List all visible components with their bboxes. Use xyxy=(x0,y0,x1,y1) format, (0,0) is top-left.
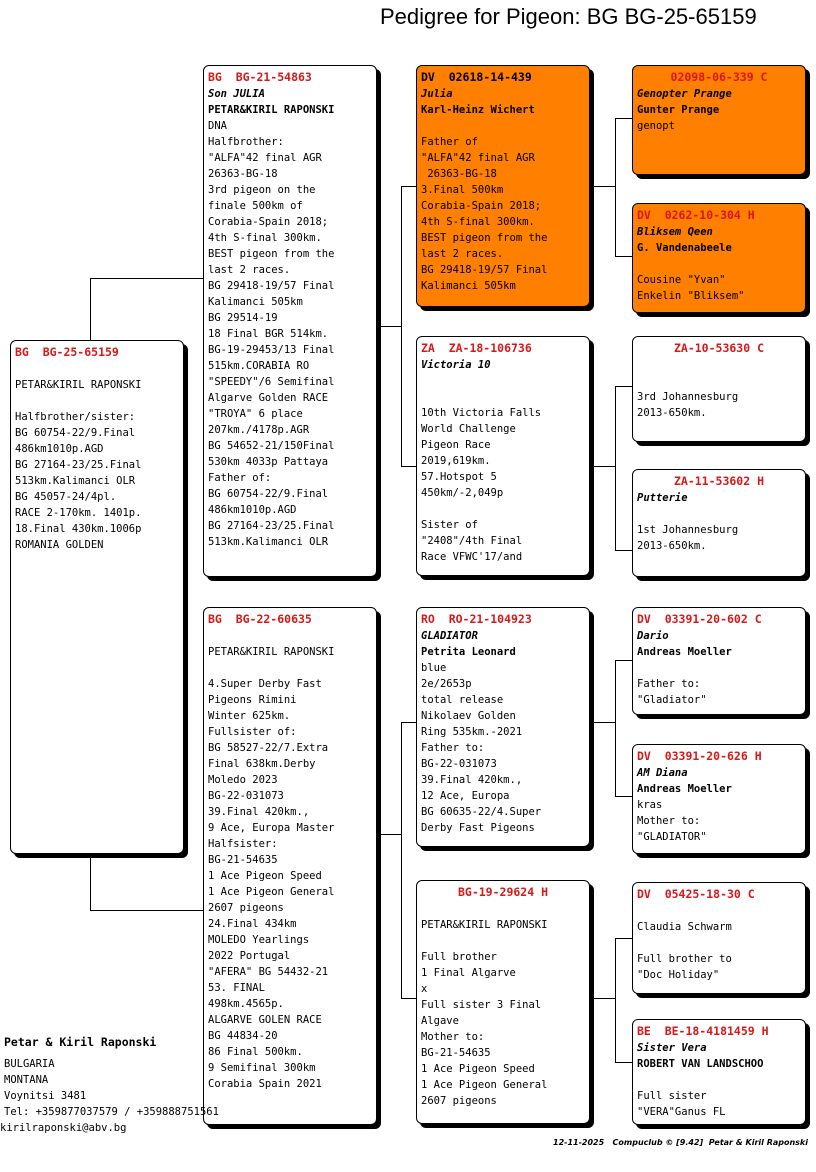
detail-line: Father to: xyxy=(637,678,701,690)
detail-line: 2607 pigeons xyxy=(208,902,284,914)
detail-line: "ALFA"42 final AGR xyxy=(421,152,535,164)
pigeon-name: Julia xyxy=(421,88,453,100)
detail-line: "VERA"Ganus FL xyxy=(637,1106,726,1118)
detail-line: 18.Final 430km.1006p xyxy=(15,523,142,535)
detail-line: 1st Johannesburg xyxy=(637,524,739,536)
detail-line: Corabia Spain 2021 xyxy=(208,1078,322,1090)
detail-line: BG 44834-20 xyxy=(208,1030,278,1042)
connector xyxy=(615,660,633,661)
breeder-info xyxy=(0,1034,219,1136)
detail-line: MOLEDO Yearlings xyxy=(208,934,310,946)
pigeon-owner: PETAR&KIRIL RAPONSKI xyxy=(208,104,335,116)
detail-line: "SPEEDY"/6 Semifinal xyxy=(208,376,335,388)
detail-line xyxy=(637,256,801,272)
detail-line: BG 27164-23/25.Final xyxy=(15,459,142,471)
connector xyxy=(615,550,633,551)
pigeon-name: Sister Vera xyxy=(637,1042,707,1054)
detail-line: 3rd Johannesburg xyxy=(637,391,739,403)
detail-line: Algave xyxy=(421,1015,459,1027)
detail-line: 57.Hotspot 5 xyxy=(421,471,497,483)
detail-line: Enkelin "Bliksem" xyxy=(637,290,745,302)
connector xyxy=(380,326,402,327)
detail-line: RACE 2-170km. 1401p. xyxy=(15,507,142,519)
detail-line: 2013-650km. xyxy=(637,407,707,419)
detail-line xyxy=(637,1072,801,1088)
connector xyxy=(615,1062,633,1063)
pigeon-id: DV 0262-10-304 H xyxy=(637,208,755,222)
detail-line: BG-21-54635 xyxy=(208,854,278,866)
dam-card[interactable] xyxy=(203,607,377,1125)
connector xyxy=(401,466,417,467)
pigeon-id: DV 02618-14-439 xyxy=(421,70,532,84)
pigeon-id: ZA-10-53630 C xyxy=(673,341,764,355)
detail-line: "AFERA" BG 54432-21 xyxy=(208,966,329,978)
connector xyxy=(592,998,616,999)
pigeon-details xyxy=(637,797,801,845)
connector xyxy=(615,256,633,257)
detail-line: BG 29418-19/57 Final xyxy=(421,264,548,276)
detail-line: BEST pigeon from the xyxy=(421,232,548,244)
detail-line: BEST pigeon from the xyxy=(208,248,335,260)
detail-line: Halfbrother/sister: xyxy=(15,411,136,423)
detail-line: finale 500km of xyxy=(208,200,303,212)
detail-line: BG 60635-22/4.Super xyxy=(421,806,542,818)
pigeon-name: Victoria 10 xyxy=(421,359,491,371)
detail-line xyxy=(208,660,372,676)
breeder-email[interactable]: kirilraponski@abv.bg xyxy=(0,1122,127,1134)
detail-line: Father of: xyxy=(208,472,272,484)
detail-line xyxy=(421,373,585,389)
detail-line: 513km.Kalimanci OLR xyxy=(208,536,329,548)
detail-line: DNA xyxy=(208,120,227,132)
pigeon-details xyxy=(637,660,801,708)
pigeon-id: DV 05425-18-30 C xyxy=(637,887,755,901)
detail-line: total release xyxy=(421,694,504,706)
connector xyxy=(592,722,616,723)
detail-line: Corabia-Spain 2018; xyxy=(208,216,329,228)
detail-line: blue xyxy=(421,662,447,674)
detail-line: x xyxy=(421,983,428,995)
detail-line: Claudia Schwarm xyxy=(637,921,732,933)
detail-line: BG 29514-19 xyxy=(208,312,278,324)
connector xyxy=(380,834,402,835)
detail-line: 2019,619km. xyxy=(421,455,491,467)
pigeon-id: BG BG-25-65159 xyxy=(15,345,119,359)
detail-line: 207km./4178p.AGR xyxy=(208,424,310,436)
pigeon-details xyxy=(421,901,585,1109)
detail-line: "Doc Holiday" xyxy=(637,969,720,981)
pigeon-id: BG BG-22-60635 xyxy=(208,612,312,626)
pigeon-details xyxy=(637,357,801,421)
connector xyxy=(615,386,633,387)
detail-line: 24.Final 434km xyxy=(208,918,297,930)
connector xyxy=(615,386,616,550)
pigeon-owner: G. Vandenabeele xyxy=(637,242,732,254)
detail-line xyxy=(421,389,585,405)
pigeon-name: Bliksem Qeen xyxy=(637,226,713,238)
detail-line: "ALFA"42 final AGR xyxy=(208,152,322,164)
detail-line: BG-21-54635 xyxy=(421,1047,491,1059)
detail-line: PETAR&KIRIL RAPONSKI xyxy=(15,379,142,391)
detail-line: Full brother to xyxy=(637,953,732,965)
detail-line: BG 27164-23/25.Final xyxy=(208,520,335,532)
detail-line: 9 Ace, Europa Master xyxy=(208,822,335,834)
detail-line: 9 Semifinal 300km xyxy=(208,1062,316,1074)
pigeon-name: Dario xyxy=(637,630,669,642)
connector xyxy=(615,938,616,1062)
pigeon-name: GLADIATOR xyxy=(421,630,478,642)
pigeon-owner: Karl-Heinz Wichert xyxy=(421,104,535,116)
detail-line: Father to: xyxy=(421,742,485,754)
sire-dam-card[interactable] xyxy=(416,336,590,576)
connector xyxy=(90,278,91,340)
pigeon-details xyxy=(637,256,801,304)
detail-line: 515km.CORABIA RO xyxy=(208,360,310,372)
detail-line xyxy=(637,935,801,951)
pigeon-details xyxy=(208,628,372,1092)
detail-line: last 2 races. xyxy=(208,264,291,276)
detail-line: "Gladiator" xyxy=(637,694,707,706)
detail-line: 12 Ace, Europa xyxy=(421,790,510,802)
connector xyxy=(615,118,616,256)
detail-line: PETAR&KIRIL RAPONSKI xyxy=(421,919,548,931)
detail-line: 10th Victoria Falls xyxy=(421,407,542,419)
detail-line xyxy=(637,660,801,676)
pigeon-details xyxy=(637,506,801,554)
sire-dam-dam-card[interactable] xyxy=(632,469,806,577)
detail-line: BG 29418-19/57 Final xyxy=(208,280,335,292)
pigeon-name: AM Diana xyxy=(637,767,688,779)
detail-line: genopt xyxy=(637,120,675,132)
pigeon-details xyxy=(421,373,585,565)
detail-line xyxy=(208,628,372,644)
detail-line: ROMANIA GOLDEN xyxy=(15,539,104,551)
detail-line xyxy=(421,933,585,949)
detail-line: BG 54652-21/150Final xyxy=(208,440,335,452)
detail-line: 486km1010p.AGD xyxy=(208,504,297,516)
pigeon-details xyxy=(421,660,585,836)
pigeon-owner: Andreas Moeller xyxy=(637,783,732,795)
detail-line xyxy=(15,393,179,409)
detail-line: Pigeons Rimini xyxy=(208,694,297,706)
detail-line: 1 Ace Pigeon General xyxy=(208,886,335,898)
breeder-address: Voynitsi 3481 xyxy=(4,1090,87,1102)
sire-card[interactable] xyxy=(203,65,377,577)
detail-line: 18 Final BGR 514km. xyxy=(208,328,329,340)
detail-line: 513km.Kalimanci OLR xyxy=(15,475,136,487)
detail-line: Fullsister of: xyxy=(208,726,297,738)
detail-line: BG 60754-22/9.Final xyxy=(15,427,136,439)
detail-line: Corabia-Spain 2018; xyxy=(421,200,542,212)
breeder-name: Petar & Kiril Raponski xyxy=(4,1035,157,1049)
pigeon-details xyxy=(421,118,585,294)
detail-line: 39.Final 420km., xyxy=(421,774,523,786)
connector xyxy=(615,796,633,797)
pigeon-id: BG-19-29624 H xyxy=(457,885,548,899)
detail-line: Race VFWC'17/and xyxy=(421,551,523,563)
detail-line: Father of xyxy=(421,136,478,148)
detail-line: 450km/-2,049p xyxy=(421,487,504,499)
pigeon-id: BE BE-18-4181459 H xyxy=(637,1024,769,1038)
detail-line: 4th S-final 300km. xyxy=(208,232,322,244)
pigeon-details xyxy=(15,361,179,553)
detail-line: 26363-BG-18 xyxy=(208,168,278,180)
detail-line: Full sister xyxy=(637,1090,707,1102)
detail-line: Kalimanci 505km xyxy=(421,280,516,292)
dam-dam-card[interactable] xyxy=(416,880,590,1124)
detail-line: ALGARVE GOLEN RACE xyxy=(208,1014,322,1026)
pigeon-id: ZA ZA-18-106736 xyxy=(421,341,532,355)
footer-credit: 12-11-2025 Compuclub © [9.42] Petar & Kiril Raponski xyxy=(553,1138,808,1147)
connector xyxy=(401,998,417,999)
pigeon-owner: ROBERT VAN LANDSCHOO xyxy=(637,1058,764,1070)
connector xyxy=(592,466,616,467)
detail-line: 498km.4565p. xyxy=(208,998,284,1010)
pigeon-owner: Gunter Prange xyxy=(637,104,720,116)
pigeon-owner: Petrita Leonard xyxy=(421,646,516,658)
detail-line: BG 45057-24/4pl. xyxy=(15,491,117,503)
detail-line: PETAR&KIRIL RAPONSKI xyxy=(208,646,335,658)
detail-line: Cousine "Yvan" xyxy=(637,274,726,286)
detail-line: "2408"/4th Final xyxy=(421,535,523,547)
detail-line: kras xyxy=(637,799,663,811)
detail-line xyxy=(637,903,801,919)
detail-line: "TROYA" 6 place xyxy=(208,408,303,420)
detail-line: 2022 Portugal xyxy=(208,950,291,962)
dam-dam-dam-card[interactable] xyxy=(632,1019,806,1125)
detail-line: 2e/2653p xyxy=(421,678,472,690)
detail-line: BG-22-031073 xyxy=(208,790,284,802)
pigeon-details xyxy=(637,118,801,134)
dam-sire-dam-card[interactable] xyxy=(632,744,806,854)
detail-line: Kalimanci 505km xyxy=(208,296,303,308)
detail-line: 2013-650km. xyxy=(637,540,707,552)
dam-dam-sire-card[interactable] xyxy=(632,882,806,994)
detail-line xyxy=(421,501,585,517)
detail-line: "GLADIATOR" xyxy=(637,831,707,843)
pigeon-details xyxy=(637,1072,801,1120)
detail-line: Full sister 3 Final xyxy=(421,999,542,1011)
pigeon-name: Genopter Prange xyxy=(637,88,732,100)
detail-line: BG 60754-22/9.Final xyxy=(208,488,329,500)
detail-line: 1 Ace Pigeon Speed xyxy=(208,870,322,882)
detail-line: Mother to: xyxy=(637,815,701,827)
connector xyxy=(90,910,204,911)
breeder-country: BULGARIA xyxy=(4,1058,55,1070)
connector xyxy=(401,722,417,723)
detail-line: BG-19-29453/13 Final xyxy=(208,344,335,356)
detail-line: 86 Final 500km. xyxy=(208,1046,303,1058)
detail-line: 1 Ace Pigeon Speed xyxy=(421,1063,535,1075)
detail-line: Ring 535km.-2021 xyxy=(421,726,523,738)
connector xyxy=(90,854,91,910)
detail-line xyxy=(637,357,801,373)
detail-line: 3rd pigeon on the xyxy=(208,184,316,196)
pigeon-id: ZA-11-53602 H xyxy=(673,474,764,488)
detail-line xyxy=(637,506,801,522)
detail-line: Full brother xyxy=(421,951,497,963)
detail-line: 2607 pigeons xyxy=(421,1095,497,1107)
pigeon-id: BG BG-21-54863 xyxy=(208,70,312,84)
connector xyxy=(592,186,616,187)
sire-sire-dam-card[interactable] xyxy=(632,203,806,313)
detail-line: Pigeon Race xyxy=(421,439,491,451)
connector xyxy=(615,660,616,796)
detail-line: Winter 625km. xyxy=(208,710,291,722)
dam-sire-card[interactable] xyxy=(416,607,590,847)
pigeon-details xyxy=(208,118,372,550)
dam-sire-sire-card[interactable] xyxy=(632,607,806,715)
detail-line: 3.Final 500km xyxy=(421,184,504,196)
detail-line: last 2 races. xyxy=(421,248,504,260)
detail-line: 530km 4033p Pattaya xyxy=(208,456,329,468)
subject-card[interactable] xyxy=(10,340,184,854)
detail-line: Halfbrother: xyxy=(208,136,284,148)
detail-line: Algarve Golden RACE xyxy=(208,392,329,404)
breeder-region: MONTANA xyxy=(4,1074,49,1086)
pigeon-id: DV 03391-20-626 H xyxy=(637,749,762,763)
detail-line: 39.Final 420km., xyxy=(208,806,310,818)
detail-line xyxy=(421,901,585,917)
page-title: Pedigree for Pigeon: BG BG-25-65159 xyxy=(380,4,757,29)
pigeon-name: Putterie xyxy=(637,492,688,504)
connector xyxy=(401,186,402,466)
breeder-phone: Tel: +359877037579 / +359888751561 xyxy=(4,1106,219,1118)
pigeon-owner: Andreas Moeller xyxy=(637,646,732,658)
detail-line: Halfsister: xyxy=(208,838,278,850)
detail-line: 1 Final Algarve xyxy=(421,967,516,979)
detail-line: BG-22-031073 xyxy=(421,758,497,770)
detail-line: 486km1010p.AGD xyxy=(15,443,104,455)
detail-line: 4th S-final 300km. xyxy=(421,216,535,228)
detail-line: Moledo 2023 xyxy=(208,774,278,786)
pigeon-details xyxy=(637,903,801,983)
detail-line: World Challenge xyxy=(421,423,516,435)
pigeon-name: Son JULIA xyxy=(208,88,265,100)
detail-line: Final 638km.Derby xyxy=(208,758,316,770)
connector xyxy=(401,186,417,187)
connector xyxy=(401,722,402,998)
connector xyxy=(615,118,633,119)
detail-line: 4.Super Derby Fast xyxy=(208,678,322,690)
detail-line: 26363-BG-18 xyxy=(421,168,497,180)
pigeon-id: RO RO-21-104923 xyxy=(421,612,532,626)
detail-line xyxy=(15,361,179,377)
pigeon-id: 02098-06-339 C xyxy=(670,70,768,84)
detail-line: BG 58527-22/7.Extra xyxy=(208,742,329,754)
detail-line: Nikolaev Golden xyxy=(421,710,516,722)
sire-dam-sire-card[interactable] xyxy=(632,336,806,442)
connector xyxy=(615,938,633,939)
sire-sire-card[interactable] xyxy=(416,65,590,307)
detail-line: Derby Fast Pigeons xyxy=(421,822,535,834)
detail-line: 53. FINAL xyxy=(208,982,265,994)
detail-line: Mother to: xyxy=(421,1031,485,1043)
connector xyxy=(90,278,204,279)
sire-sire-sire-card[interactable] xyxy=(632,65,806,175)
detail-line xyxy=(421,118,585,134)
detail-line: 1 Ace Pigeon General xyxy=(421,1079,548,1091)
detail-line xyxy=(637,373,801,389)
detail-line: Sister of xyxy=(421,519,478,531)
pigeon-id: DV 03391-20-602 C xyxy=(637,612,762,626)
